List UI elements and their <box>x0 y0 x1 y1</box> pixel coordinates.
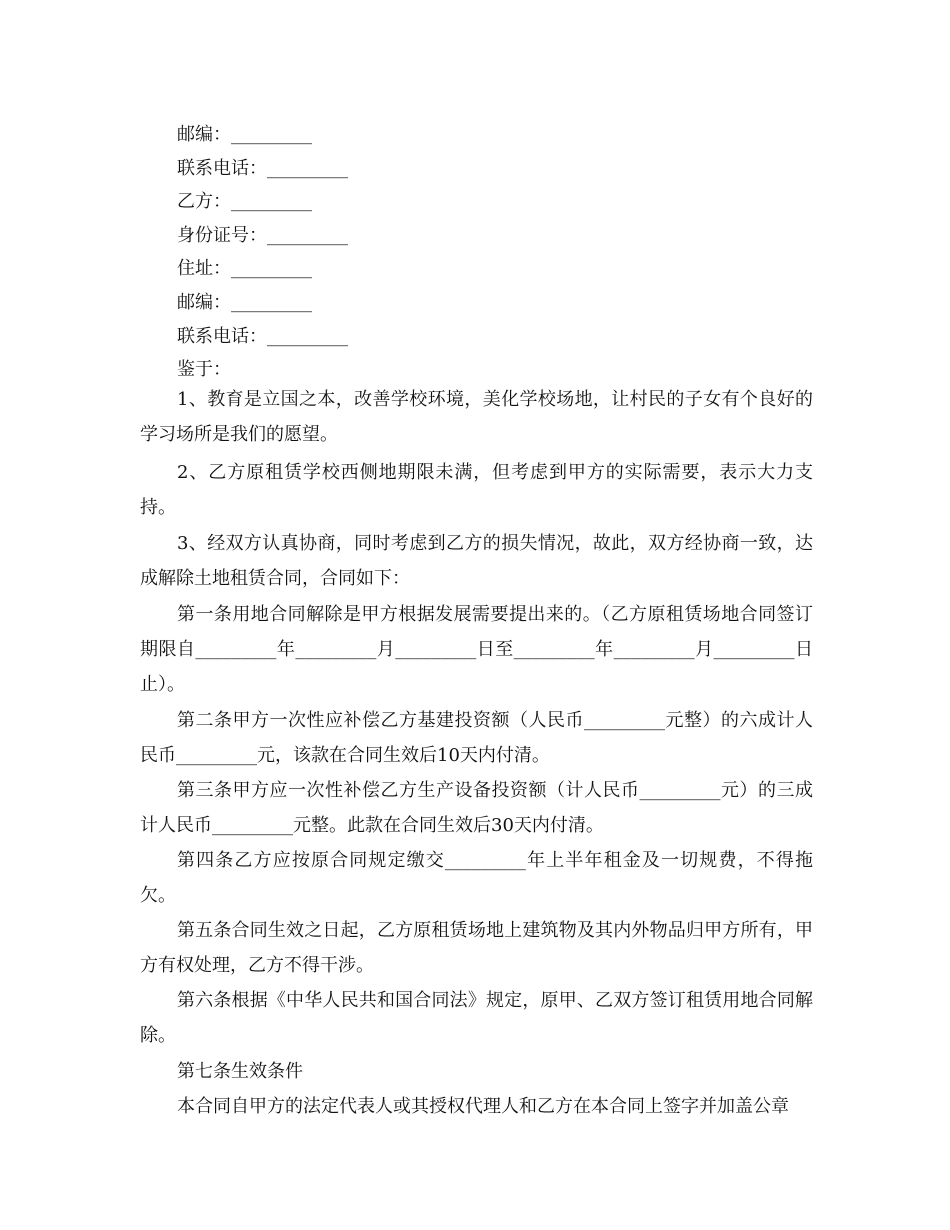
whereas-heading: 鉴于： <box>177 359 231 381</box>
article-1: 第一条用地合同解除是甲方根据发展需要提出来的。（乙方原租赁场地合同签订期限自_________年_________月_________日至_________年_________月_________日止）。 <box>140 604 813 696</box>
field-postcode-b: 邮编：_________ <box>177 291 312 313</box>
party-info-fields <box>177 118 348 387</box>
article-7-heading: 第七条生效条件 <box>177 1061 303 1082</box>
article-2: 第二条甲方一次性应补偿乙方基建投资额（人民币_________元整）的六成计人民币_________元，该款在合同生效后10天内付清。 <box>140 710 813 767</box>
whereas-clause-3: 3、经双方认真协商，同时考虑到乙方的损失情况，故此，双方经协商一致，达成解除土地租赁合同，合同如下： <box>140 533 813 590</box>
field-phone-a: 联系电话：_________ <box>177 157 348 179</box>
field-id-number: 身份证号：_________ <box>177 224 348 246</box>
field-party-b: 乙方：_________ <box>177 191 312 213</box>
field-address: 住址：_________ <box>177 258 312 280</box>
whereas-clause-2: 2、乙方原租赁学校西侧地期限未满，但考虑到甲方的实际需要，表示大力支持。 <box>140 462 813 519</box>
article-5: 第五条合同生效之日起，乙方原租赁场地上建筑物及其内外物品归甲方所有，甲方有权处理，乙方不得干涉。 <box>140 920 813 977</box>
article-4: 第四条乙方应按原合同规定缴交_________年上半年租金及一切规费，不得拖欠。 <box>140 850 813 907</box>
article-7-body: 本合同自甲方的法定代表人或其授权代理人和乙方在本合同上签字并加盖公章 <box>177 1096 789 1117</box>
article-6: 第六条根据《中华人民共和国合同法》规定，原甲、乙双方签订租赁用地合同解除。 <box>140 990 813 1047</box>
article-3: 第三条甲方应一次性补偿乙方生产设备投资额（计人民币_________元）的三成计人民币_________元整。此款在合同生效后30天内付清。 <box>140 780 813 837</box>
whereas-clause-1: 1、教育是立国之本，改善学校环境，美化学校场地，让村民的子女有个良好的学习场所是我们的愿望。 <box>140 389 813 446</box>
field-phone-b: 联系电话：_________ <box>177 325 348 347</box>
field-postcode-a: 邮编：_________ <box>177 124 312 145</box>
